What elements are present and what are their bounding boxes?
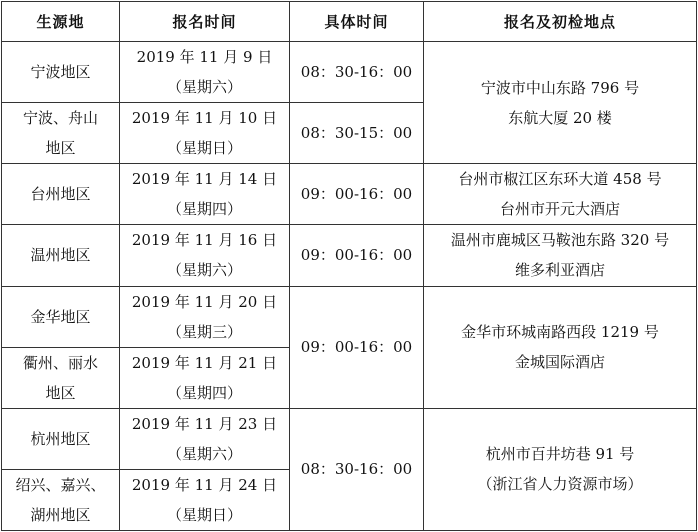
region-cell bbox=[2, 103, 120, 164]
location-cell bbox=[424, 42, 697, 164]
location-cell bbox=[424, 408, 697, 530]
region-cell bbox=[2, 286, 120, 347]
table-row bbox=[2, 164, 697, 225]
date-cell bbox=[120, 103, 290, 164]
table-header-row bbox=[2, 2, 697, 42]
region-text: 台州地区 bbox=[30, 185, 91, 204]
region-text: 温州地区 bbox=[30, 246, 91, 265]
weekday-text: （星期六） bbox=[166, 261, 242, 280]
table-row bbox=[2, 286, 697, 347]
region-text: 地区 bbox=[45, 383, 76, 402]
location-venue: 金城国际酒店 bbox=[514, 353, 605, 372]
location-venue: 台州市开元大酒店 bbox=[499, 200, 620, 219]
weekday-text: （星期日） bbox=[166, 139, 242, 158]
time-cell: 08：30-16：00 bbox=[290, 42, 424, 103]
region-text: 金华地区 bbox=[30, 307, 91, 326]
date-text: 2019 年 11 月 14 日 bbox=[131, 170, 278, 189]
date-text: 2019 年 11 月 9 日 bbox=[136, 48, 273, 67]
location-address: 杭州市百井坊巷 91 号 bbox=[485, 445, 635, 464]
header-location: 报名及初检地点 bbox=[424, 2, 697, 42]
weekday-text: （星期六） bbox=[166, 78, 242, 97]
header-registration-date: 报名时间 bbox=[120, 2, 290, 42]
weekday-text: （星期日） bbox=[166, 505, 242, 524]
time-cell: 08：30-15：00 bbox=[290, 103, 424, 164]
table-row bbox=[2, 42, 697, 103]
location-cell bbox=[424, 225, 697, 286]
location-venue: 东航大厦 20 楼 bbox=[508, 108, 612, 127]
region-text: 宁波、舟山 bbox=[22, 109, 98, 128]
time-cell: 09：00-16：00 bbox=[290, 225, 424, 286]
time-cell: 09：00-16：00 bbox=[290, 286, 424, 408]
date-cell bbox=[120, 164, 290, 225]
weekday-text: （星期四） bbox=[166, 383, 242, 402]
date-cell bbox=[120, 286, 290, 347]
date-cell bbox=[120, 225, 290, 286]
registration-schedule-table bbox=[1, 1, 697, 531]
location-address: 金华市环城南路西段 1219 号 bbox=[461, 323, 659, 342]
location-cell bbox=[424, 286, 697, 408]
weekday-text: （星期四） bbox=[166, 200, 242, 219]
location-venue: 维多利亚酒店 bbox=[514, 261, 605, 280]
time-cell: 09：00-16：00 bbox=[290, 164, 424, 225]
time-cell: 08：30-16：00 bbox=[290, 408, 424, 530]
date-cell bbox=[120, 347, 290, 408]
region-text: 宁波地区 bbox=[30, 63, 91, 82]
date-cell bbox=[120, 408, 290, 469]
date-cell bbox=[120, 42, 290, 103]
date-text: 2019 年 11 月 16 日 bbox=[131, 231, 278, 250]
region-cell bbox=[2, 225, 120, 286]
table-row bbox=[2, 408, 697, 469]
table-row bbox=[2, 225, 697, 286]
date-cell bbox=[120, 469, 290, 530]
region-text: 杭州地区 bbox=[30, 429, 91, 448]
date-text: 2019 年 11 月 23 日 bbox=[131, 414, 278, 433]
region-cell bbox=[2, 469, 120, 530]
header-time: 具体时间 bbox=[290, 2, 424, 42]
region-text: 衢州、丽水 bbox=[22, 353, 98, 372]
region-text: 湖州地区 bbox=[30, 505, 91, 524]
location-address: 台州市椒江区东环大道 458 号 bbox=[458, 170, 662, 189]
weekday-text: （星期六） bbox=[166, 444, 242, 463]
location-address: 宁波市中山东路 796 号 bbox=[480, 78, 640, 97]
region-cell bbox=[2, 164, 120, 225]
region-cell bbox=[2, 347, 120, 408]
date-text: 2019 年 11 月 24 日 bbox=[131, 475, 278, 494]
location-cell bbox=[424, 164, 697, 225]
region-cell bbox=[2, 408, 120, 469]
date-text: 2019 年 11 月 21 日 bbox=[131, 353, 278, 372]
region-cell bbox=[2, 42, 120, 103]
region-text: 地区 bbox=[45, 139, 76, 158]
date-text: 2019 年 11 月 20 日 bbox=[131, 292, 278, 311]
header-region: 生源地 bbox=[2, 2, 120, 42]
date-text: 2019 年 11 月 10 日 bbox=[131, 109, 278, 128]
location-venue: （浙江省人力资源市场） bbox=[477, 475, 643, 494]
location-address: 温州市鹿城区马鞍池东路 320 号 bbox=[450, 231, 670, 250]
weekday-text: （星期三） bbox=[166, 322, 242, 341]
region-text: 绍兴、嘉兴、 bbox=[15, 475, 106, 494]
